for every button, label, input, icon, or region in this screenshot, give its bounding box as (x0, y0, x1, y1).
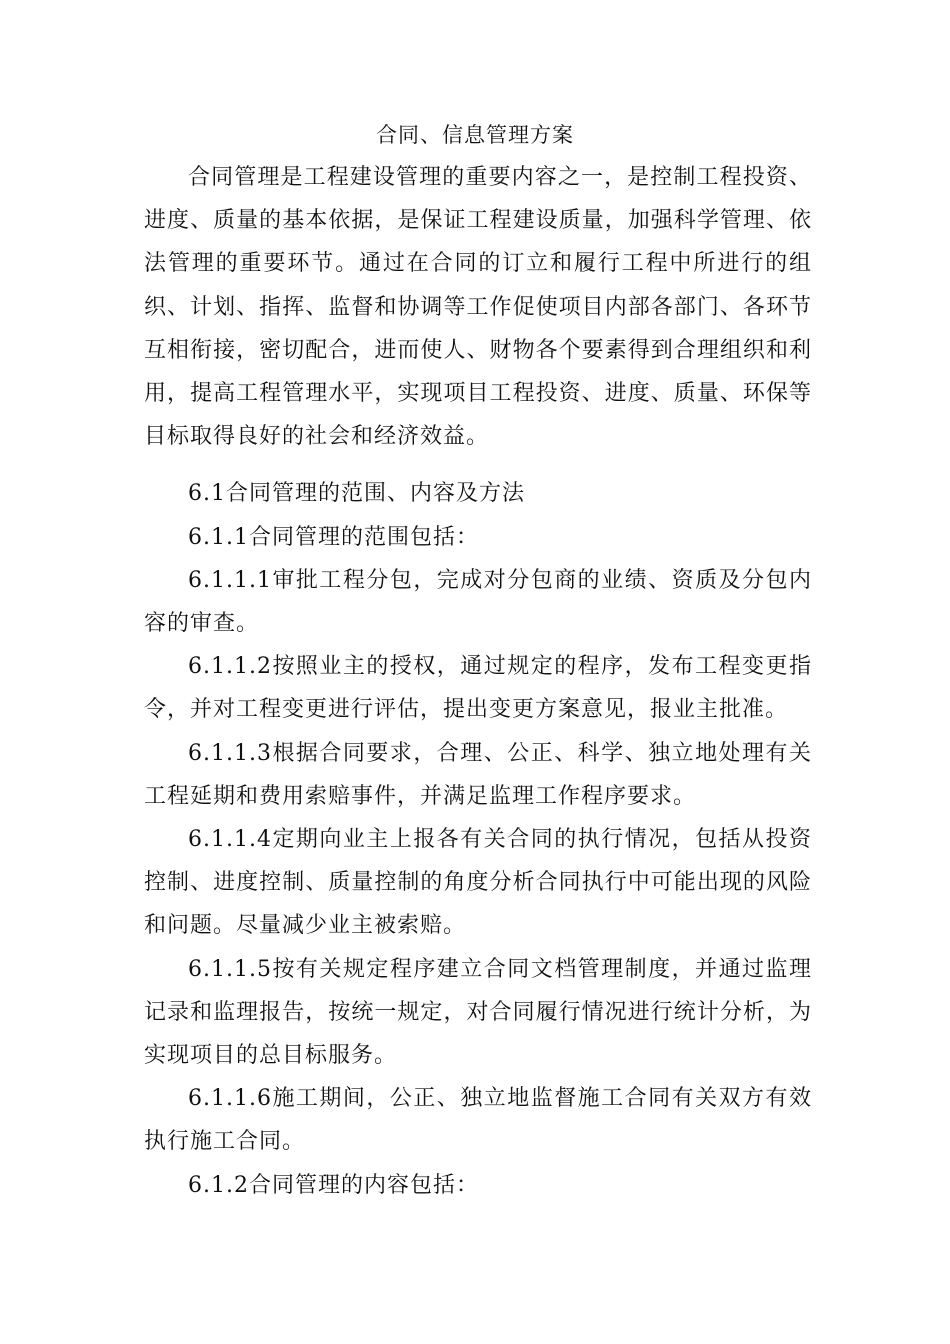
intro-paragraph: 合同管理是工程建设管理的重要内容之一，是控制工程投资、进度、质量的基本依据，是保证工程建设质量，加强科学管理、依法管理的重要环节。通过在合同的订立和履行工程中所进行的组织、计划、指挥、监督和协调等工作促使项目内部各部门、各环节互相衔接，密切配合，进而使人、财物各个要素得到合理组织和利用，提高工程管理水平，实现项目工程投资、进度、质量、环保等目标取得良好的社会和经济效益。 (144, 165, 812, 450)
document-title: 合同、信息管理方案 (376, 123, 574, 147)
document-body (144, 156, 812, 1207)
clause-6-1-1-1: 6.1.1.1审批工程分包，完成对分包商的业绩、资质及分包内容的审查。 (144, 567, 812, 637)
section-heading-6-1: 6.1合同管理的范围、内容及方法 (188, 481, 525, 507)
subsection-heading-6-1-1: 6.1.1合同管理的范围包括： (188, 524, 479, 550)
subsection-heading-6-1-2: 6.1.2合同管理的内容包括： (188, 1172, 479, 1198)
clause-6-1-1-4: 6.1.1.4定期向业主上报各有关合同的执行情况，包括从投资控制、进度控制、质量控制的角度分析合同执行中可能出现的风险和问题。尽量减少业主被索赔。 (144, 827, 812, 939)
clause-6-1-1-3: 6.1.1.3根据合同要求，合理、公正、科学、独立地处理有关工程延期和费用索赔事件，并满足监理工作程序要求。 (144, 740, 812, 809)
clause-6-1-1-6: 6.1.1.6施工期间，公正、独立地监督施工合同有关双方有效执行施工合同。 (144, 1086, 812, 1155)
paragraph-gap (144, 458, 812, 472)
clause-6-1-1-5: 6.1.1.5按有关规定程序建立合同文档管理制度，并通过监理记录和监理报告，按统一规定，对合同履行情况进行统计分析，为实现项目的总目标服务。 (144, 956, 812, 1069)
clause-6-1-1-2: 6.1.1.2按照业主的授权，通过规定的程序，发布工程变更指令，并对工程变更进行评估，提出变更方案意见，报业主批准。 (144, 654, 812, 723)
